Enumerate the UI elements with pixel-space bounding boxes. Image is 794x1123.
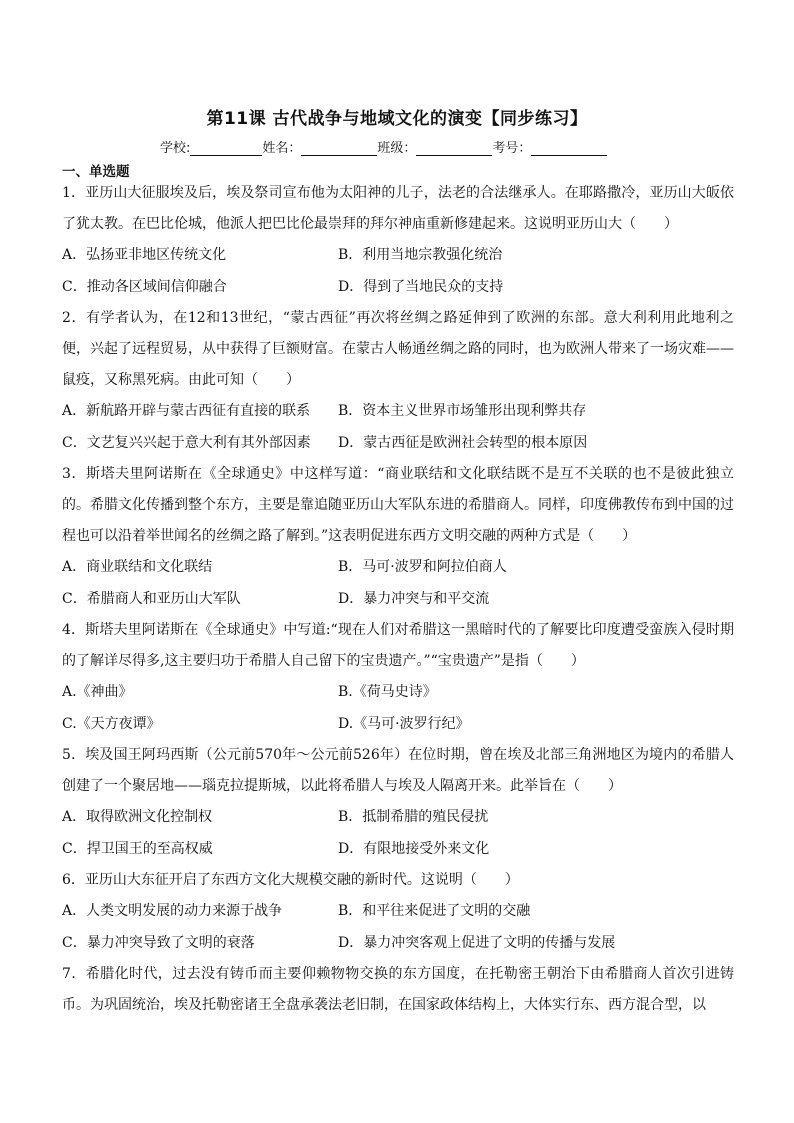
school-field[interactable] bbox=[190, 141, 262, 156]
option-d: D．暴力冲突与和平交流 bbox=[338, 590, 490, 607]
option-a: A．新航路开辟与蒙古西征有直接的联系 bbox=[62, 403, 311, 419]
option-d: D．有限地接受外来文化 bbox=[338, 840, 490, 857]
option-b: B．和平往来促进了文明的交融 bbox=[338, 903, 531, 919]
question-stem: 5．埃及国王阿玛西斯（公元前570年～公元前526年）在位时期，曾在埃及北部三角洲地区为境内的希腊人创建了一个聚居地——瑙克拉提斯城，以此将希腊人与埃及人隔离开来。此举旨在（ ） bbox=[62, 747, 734, 794]
class-label: 班级： bbox=[377, 141, 417, 156]
question-stem: 2．有学者认为，在12和13世纪，“蒙古西征”再次将丝绸之路延伸到了欧洲的东部。意大利利用此地利之便，兴起了远程贸易，从中获得了巨额财富。在蒙古人畅通丝绸之路的同时，也为欧洲人带来了一场灾难——鼠疫，又称黑死病。由此可知（ ） bbox=[62, 310, 734, 388]
option-c: C．暴力冲突导致了文明的衰落 bbox=[62, 934, 255, 951]
option-a: A.《神曲》 bbox=[62, 684, 133, 700]
option-a: A．商业联结和文化联结 bbox=[62, 559, 213, 575]
page-title: 第11课 古代战争与地域文化的演变【同步练习】 bbox=[206, 109, 588, 129]
option-b: B．马可·波罗和阿拉伯商人 bbox=[338, 559, 507, 575]
question-stem: 4．斯塔夫里阿诺斯在《全球通史》中写道:“现在人们对希腊这一黑暗时代的了解要比印度遭受蛮族入侵时期的了解详尽得多,这主要归功于希腊人自己留下的宝贵遗产。”“宝贵遗产”是指（ ） bbox=[62, 622, 734, 669]
class-field[interactable] bbox=[416, 141, 492, 156]
option-d: D.《马可·波罗行纪》 bbox=[338, 715, 470, 732]
question-stem: 3．斯塔夫里阿诺斯在《全球通史》中这样写道：“商业联结和文化联结既不是互不关联的也不是彼此独立的。希腊文化传播到整个东方，主要是靠追随亚历山大军队东进的希腊商人。同样，印度佛教传布到中国的过程也可以沿着举世闻名的丝绸之路了解到。”这表明促进东西方文明交融的两种方式是（ ） bbox=[62, 466, 734, 544]
option-c: C．希腊商人和亚历山大军队 bbox=[62, 590, 241, 607]
option-grid bbox=[62, 396, 734, 459]
question-list bbox=[62, 178, 734, 1021]
option-c: C.《天方夜谭》 bbox=[62, 715, 161, 732]
option-d: D．蒙古西征是欧洲社会转型的根本原因 bbox=[338, 434, 588, 451]
option-grid bbox=[62, 896, 734, 959]
student-info-line bbox=[160, 137, 607, 156]
option-grid bbox=[62, 677, 734, 740]
option-d: D．得到了当地民众的支持 bbox=[338, 278, 504, 295]
option-b: B．资本主义世界市场雏形出现利弊共存 bbox=[338, 403, 587, 419]
exam-number-field[interactable] bbox=[531, 141, 607, 156]
option-b: B.《荷马史诗》 bbox=[338, 684, 437, 700]
option-grid bbox=[62, 552, 734, 615]
option-c: C．推动各区域间信仰融合 bbox=[62, 278, 227, 295]
exam-number-label: 考号： bbox=[492, 141, 532, 156]
option-b: B．利用当地宗教强化统治 bbox=[338, 247, 503, 263]
option-c: C．文艺复兴兴起于意大利有其外部因素 bbox=[62, 434, 311, 451]
option-a: A．弘扬亚非地区传统文化 bbox=[62, 247, 227, 263]
name-label: 姓名： bbox=[262, 141, 302, 156]
option-a: A．取得欧洲文化控制权 bbox=[62, 809, 213, 825]
question-stem: 7．希腊化时代，过去没有铸币而主要仰赖物物交换的东方国度，在托勒密王朝治下由希腊商人首次引进铸币。为巩固统治，埃及托勒密诸王全盘承袭法老旧制，在国家政体结构上，大体实行东、西方混合型，以 bbox=[62, 966, 734, 1013]
question-stem: 1．亚历山大征服埃及后，埃及祭司宣布他为太阳神的儿子，法老的合法继承人。在耶路撒冷，亚历山大皈依了犹太教。在巴比伦城，他派人把巴比伦最崇拜的拜尔神庙重新修建起来。这说明亚历山大（ ） bbox=[62, 185, 734, 232]
name-field[interactable] bbox=[301, 141, 377, 156]
school-label: 学校: bbox=[160, 141, 191, 156]
option-d: D．暴力冲突客观上促进了文明的传播与发展 bbox=[338, 934, 616, 951]
question-stem: 6．亚历山大东征开启了东西方文化大规模交融的新时代。这说明（ ） bbox=[62, 872, 519, 888]
option-c: C．捍卫国王的至高权威 bbox=[62, 840, 213, 857]
option-a: A．人类文明发展的动力来源于战争 bbox=[62, 903, 283, 919]
option-b: B．抵制希腊的殖民侵扰 bbox=[338, 809, 489, 825]
option-grid bbox=[62, 802, 734, 865]
section-heading: 一、单选题 bbox=[62, 164, 130, 180]
option-grid bbox=[62, 240, 734, 303]
